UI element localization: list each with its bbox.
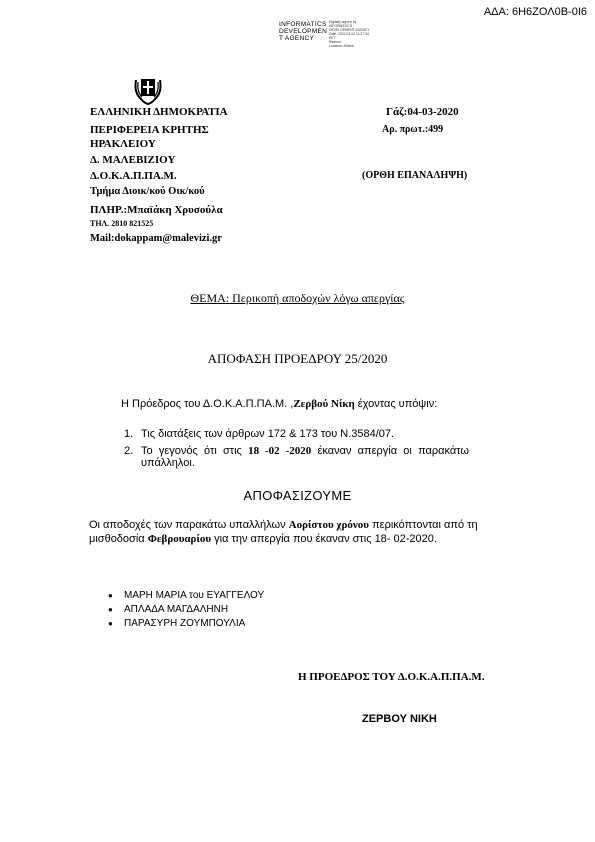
list-text-part: έκαναν απεργία οι παρακάτω [311,445,469,457]
stamp-detail: Date: 2020.03.04 11:27:34 [329,32,369,36]
header-line: ΗΡΑΚΛΕΙΟΥ [90,138,156,150]
employee-name: ΠΑΡΑΣΥΡΗ ΖΟΥΜΠΟΥΛΙΑ [124,618,246,629]
list-item [108,589,264,603]
header-line: Δ. ΜΑΛΕΒΙΖΙΟΥ [90,154,176,166]
employee-name: ΑΠΛΑΔΑ ΜΑΓΔΑΛΗΝΗ [124,604,229,615]
decision-title: ΑΠΟΦΑΣΗ ΠΡΟΕΔΡΟΥ 25/2020 [207,351,388,366]
protocol-number: Αρ. πρωτ.:499 [382,124,444,135]
stamp-detail: INFORMATICS [329,24,353,28]
stamp-line: DEVELOPMEN [279,28,328,35]
strike-date: 18 -02 -2020 [248,445,312,457]
phone: ΤΗΛ. 2810 821525 [90,219,154,228]
employee-name: ΜΑΡΗ ΜΑΡΙΑ του ΕΥΑΓΓΕΛΟΥ [124,590,265,601]
list-text-part: υπάλληλοι. [141,457,195,469]
payroll-month: Φεβρουαρίου [147,533,212,545]
stamp-detail: DEVELOPMENT AGENCY [329,28,370,32]
body-text: Οι αποδοχές των παρακάτω υπαλλήλων [89,519,289,531]
header-line: ΕΛΛΗΝΙΚΗ ΔΗΜΟΚΡΑΤΙΑ [90,106,228,118]
header-line: ΠΛΗΡ.:Μπαϊάκη Χρυσούλα [90,204,223,216]
list-text: Τις διατάξεις των άρθρων 172 & 173 του Ν.3584/07. [141,428,395,440]
body-line [89,533,437,545]
document-date: Γάζ:04-03-2020 [386,106,459,118]
list-item [124,445,469,469]
greek-emblem-icon [132,74,164,106]
employment-type: Αορίστου χρόνου [288,519,370,531]
intro-text: έχοντας υπόψιν: [354,398,438,410]
stamp-line: INFORMATICS [279,21,327,28]
header-line: Δ.Ο.Κ.Α.Π.ΠΑ.Μ. [90,170,177,182]
intro-paragraph [121,398,437,410]
stamp-detail: Reason: [329,40,342,44]
header-line: ΠΕΡΙΦΕΡΕΙΑ ΚΡΗΤΗΣ [90,124,209,136]
bullet-icon: ● [108,619,113,628]
digital-signature-stamp [279,21,327,42]
employee-list [108,589,264,631]
signature-title: Η ΠΡΟΕΔΡΟΣ ΤΟΥ Δ.Ο.Κ.Α.Π.ΠΑ.Μ. [298,671,485,683]
stamp-detail: Digitally signed by [329,20,357,24]
ada-code: ΑΔΑ: 6Η6ΖΟΛ0Β-0Ι6 [483,6,587,18]
bullet-icon: ● [108,605,113,614]
list-number: 2. [124,445,134,457]
list-number: 1. [124,428,134,440]
list-item [108,603,264,617]
bullet-icon: ● [108,591,113,600]
correct-repetition: (ΟΡΘΗ ΕΠΑΝΑΛΗΨΗ) [362,170,468,181]
considerations-list [124,428,469,469]
list-item [124,428,469,440]
stamp-line: T AGENCY [279,35,315,42]
list-item [108,617,264,631]
subject: ΘΕΜΑ: Περικοπή αποδοχών λόγω απεργίας [190,291,405,305]
signature-name: ΖΕΡΒΟΥ ΝΙΚΗ [362,713,437,725]
intro-text: Η Πρόεδρος του Δ.Ο.Κ.Α.Π.ΠΑ.Μ. , [121,398,294,410]
president-name: Ζερβού Νίκη [293,398,355,410]
body-text: για την απεργία που έκαναν στις 18- 02-2020. [211,533,437,545]
body-line [89,519,478,531]
email: Mail:dokappam@malevizi.gr [90,233,222,244]
body-text: περικόπτονται από τη [369,519,478,531]
stamp-detail: EET [329,36,336,40]
header-line: Τμήμα Διοικ/κού Οικ/κού [90,186,205,197]
body-text: μισθοδοσία [89,533,148,545]
decide-heading: ΑΠΟΦΑΣΙΖΟΥΜΕ [243,488,352,503]
list-text [141,445,469,457]
stamp-detail: Location: Athens [329,44,355,48]
list-text-part: Το γεγονός ότι στις [141,445,249,457]
digital-signature-details [329,20,373,48]
